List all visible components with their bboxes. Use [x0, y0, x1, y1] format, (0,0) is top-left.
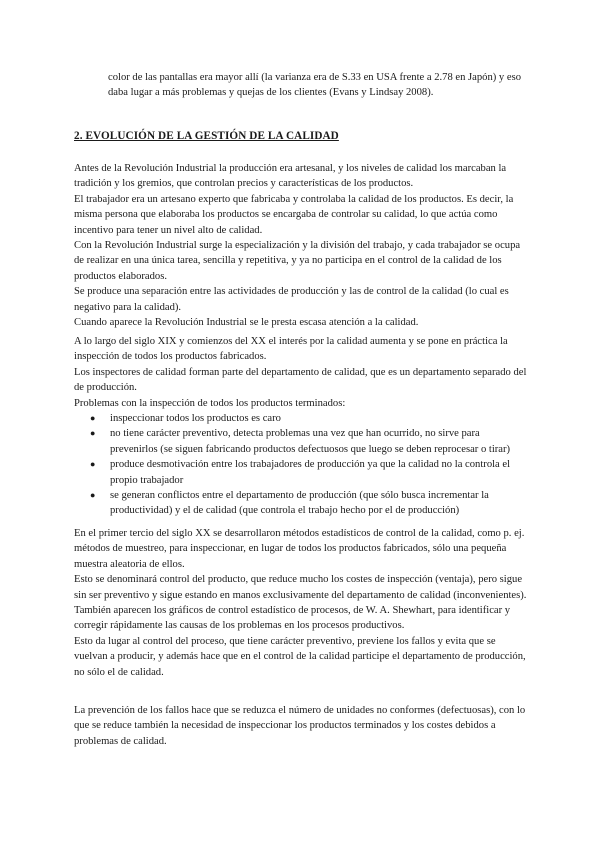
- paragraph: Antes de la Revolución Industrial la producción era artesanal, y los niveles de calidad los marcaban la tradición y los gremios, que controlan precios y características de los productos.: [74, 163, 507, 190]
- paragraph: Se produce una separación entre las actividades de producción y las de control de la calidad (lo cual es negativo para la calidad).: [74, 286, 509, 313]
- list-item: [74, 457, 530, 488]
- paragraph: Esto se denominará control del producto, que reduce mucho los costes de inspección (ventaja), pero sigue sin ser preventivo y sigue estando en manos exclusivamente del departamento de calidad (inconvenientes).: [74, 574, 527, 601]
- problems-list: [74, 411, 530, 519]
- bullet-icon: ●: [90, 490, 96, 501]
- paragraph: Esto da lugar al control del proceso, que tiene carácter preventivo, previene los fallos y evita que se vuelvan a producir, y además hace que en el control de la calidad participe el departamento de producción, no sólo el de calidad.: [74, 635, 526, 678]
- paragraph: A lo largo del siglo XIX y comienzos del XX el interés por la calidad aumenta y se pone en práctica la inspección de todos los productos fabricados.: [74, 336, 508, 363]
- paragraph: También aparecen los gráficos de control estadístico de procesos, de W. A. Shewhart, para identificar y corregir rápidamente las causas de los problemas en los procesos productivos.: [74, 605, 511, 632]
- paragraph: Cuando aparece la Revolución Industrial se le presta escasa atención a la calidad.: [74, 317, 419, 329]
- paragraph-group-a: [74, 161, 530, 330]
- list-item-text: produce desmotivación entre los trabajadores de producción ya que la calidad no la controla el propio trabajador: [110, 459, 511, 486]
- section-title: 2. EVOLUCIÓN DE LA GESTIÓN DE LA CALIDAD: [74, 130, 339, 142]
- list-item: [74, 488, 530, 519]
- bullet-icon: ●: [90, 413, 96, 424]
- closing-paragraph: La prevención de los fallos hace que se reduzca el número de unidades no conformes (defectuosas), con lo que se reduce también la necesidad de inspeccionar los productos terminados y los costes debidos a problemas de calidad.: [74, 705, 526, 747]
- bullet-icon: ●: [90, 459, 96, 470]
- list-item-text: se generan conflictos entre el departamento de producción (que sólo busca incrementar la productividad) y el de calidad (que controla el trabajo hecho por el de producción): [110, 490, 489, 517]
- paragraph: El trabajador era un artesano experto que fabricaba y controlaba la calidad de los productos. Es decir, la misma persona que elaboraba los productos se encargaba de controlar su calidad, lo que actúa como incentivo para tener un nivel alto de calidad.: [74, 193, 514, 236]
- list-item-text: inspeccionar todos los productos es caro: [110, 413, 281, 425]
- paragraph: Los inspectores de calidad forman parte del departamento de calidad, que es un departamento separado del de producción.: [74, 366, 527, 394]
- list-item: [74, 411, 530, 426]
- paragraph: Con la Revolución Industrial surge la especialización y la división del trabajo, y cada trabajador se ocupa de realizar en una única tarea, sencilla y repetitiva, y ya no participa en el control de la calidad de los productos elaborados.: [74, 240, 521, 282]
- paragraph-group-b: [74, 334, 530, 519]
- bullet-icon: ●: [90, 428, 96, 439]
- paragraph: Problemas con la inspección de todos los productos terminados:: [74, 397, 346, 409]
- intro-continuation: color de las pantallas era mayor allí (la varianza era de S.33 en USA frente a 2.78 en Japón) y eso daba lugar a más problemas y quejas de los clientes (Evans y Lindsay 2008).: [108, 72, 522, 99]
- paragraph: En el primer tercio del siglo XX se desarrollaron métodos estadísticos de control de la calidad, como p. ej. métodos de muestreo, para inspeccionar, en lugar de todos los productos fabricados, sólo una pequeña muestra aleatoria de ellos.: [74, 528, 525, 570]
- list-item-text: no tiene carácter preventivo, detecta problemas una vez que han ocurrido, no sirve para prevenirlos (se siguen fabricando productos defectuosos que luego se deben reprocesar o tirar): [110, 428, 511, 455]
- list-item: [74, 426, 530, 457]
- paragraph-group-c: [74, 526, 530, 680]
